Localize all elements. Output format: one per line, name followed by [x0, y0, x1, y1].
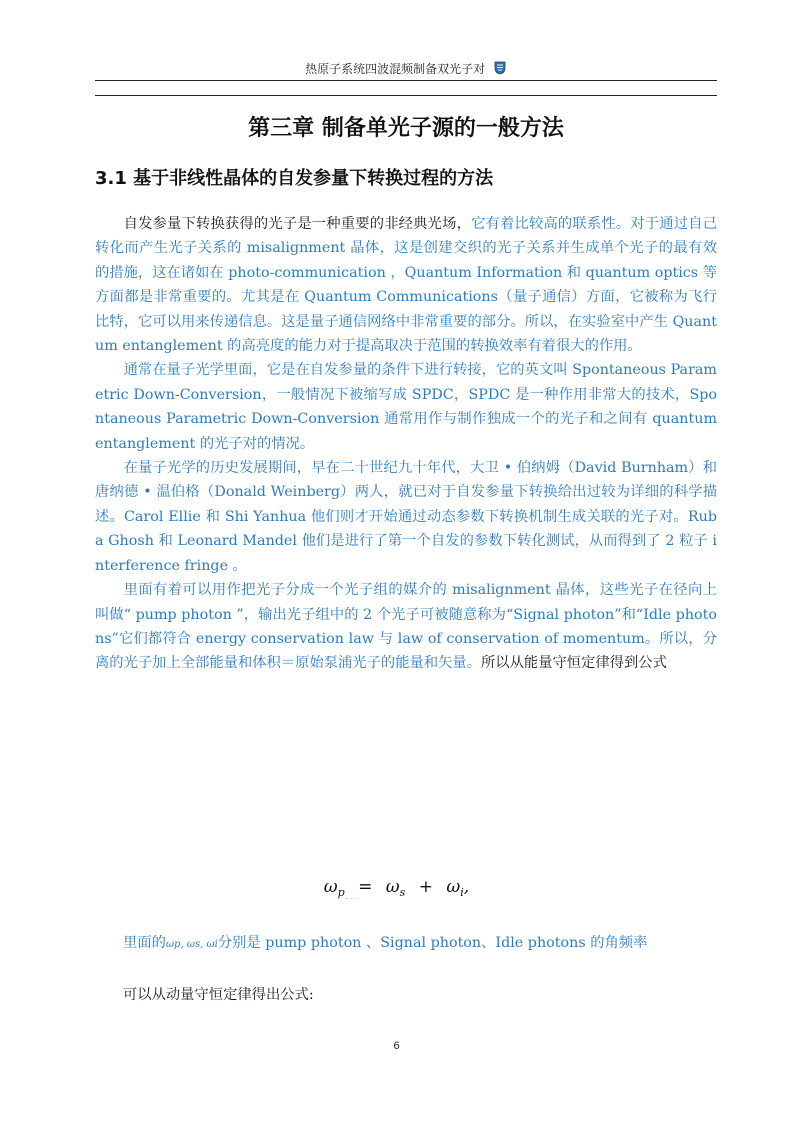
header-rule-top [95, 80, 717, 81]
formula-subscript: s [399, 886, 406, 899]
formula-operator: = [358, 877, 373, 897]
energy-conservation-formula [0, 873, 793, 901]
paragraph-text: 里面有着可以用作把光子分成一个光子组的媒介的 misalignment 晶体，这些光子在径向上叫做“ pump photon ”，输出光子组中的 2 个光子可被随意称为“Signal photon”和“Idle photons”它们都符合 energy conservation law 与 law of conservation of momentum。所以，分离的光子加上全部能量和体积＝原始泵浦光子的能量和矢量。 [95, 582, 717, 672]
formula-subscript: i [460, 886, 464, 899]
paragraph-text: 在量子光学的历史发展期间，早在二十世纪九十年代，大卫 • 伯纳姆（David Burnham）和唐纳德 • 温伯格（Donald Weinberg）两人，就已对于自发参量下转换给出过较为详细的科学描述。Carol Ellie 和 Shi Yanhua 他们则才开始通过动态参数下转换机制生成关联的光子对。Ruba Ghosh 和 Leonard Mandel 他们是进行了第一个自发的参数下转化测试，从而得到了 2 粒子 interference fringe 。 [95, 460, 717, 574]
paragraph-text: 通常在量子光学里面，它是在自发参量的条件下进行转接，它的英文叫 Spontaneous Parametric Down-Conversion，一般情况下被缩写成 SPDC，SPDC 是一种作用非常大的技术，Spontaneous Parametric Down-Conversion 通常用作与制作独成一个的光子和之间有 quantum entanglement 的光子对的情况。 [95, 362, 717, 452]
chapter-title: 第三章 制备单光子源的一般方法 [248, 116, 564, 141]
running-header [95, 58, 717, 82]
formula-symbol: ω [446, 877, 461, 897]
body-text [95, 212, 717, 676]
formula-punctuation: , [463, 877, 470, 897]
header-title: 热原子系统四波混频制备双光子对 [305, 62, 486, 76]
paragraph-text: 自发参量下转换获得的光子是一种重要的非经典光场， [123, 216, 472, 232]
line-text: 里面的 [123, 935, 166, 951]
symbols-definition-line [123, 931, 647, 957]
header-rule-bottom [95, 95, 717, 96]
paragraph [95, 212, 717, 358]
page-number: 6 [393, 1040, 400, 1052]
formula-subscript: p [337, 886, 345, 899]
formula-symbol: ω [323, 877, 338, 897]
paragraph [95, 578, 717, 676]
omega-symbols: ωp, ωs, ωi [165, 939, 218, 950]
formula-operator: + [418, 877, 433, 897]
paragraph [95, 456, 717, 578]
paragraph-text: 它有着比较高的联系性。对于通过自己转化而产生光子关系的 misalignment 晶体，这是创建交织的光子关系并生成单个光子的最有效的措施，这在诸如在 photo-communication ，Quantum Information 和 quantum optics 等方面都是非常重要的。尤其是在 Quantum Communications（量子通信）方面，它被称为飞行比特，它可以用来传递信息。这是量子通信网络中非常重要的部分。所以，在实验室中产生 Quantum entanglement 的高亮度的能力对于提高取决于范围的转换效率有着很大的作用。 [95, 216, 718, 355]
university-crest-icon [493, 61, 507, 75]
formula-symbol: ω [385, 877, 400, 897]
formula-note: - - - [346, 895, 356, 902]
paragraph-text: 所以从能量守恒定律得到公式 [481, 655, 667, 672]
section-title: 3.1 基于非线性晶体的自发参量下转换过程的方法 [95, 168, 494, 189]
paragraph [95, 358, 717, 456]
line-text: 分别是 pump photon 、Signal photon、Idle photons 的角频率 [217, 935, 648, 951]
momentum-line: 可以从动量守恒定律得出公式: [123, 987, 314, 1003]
